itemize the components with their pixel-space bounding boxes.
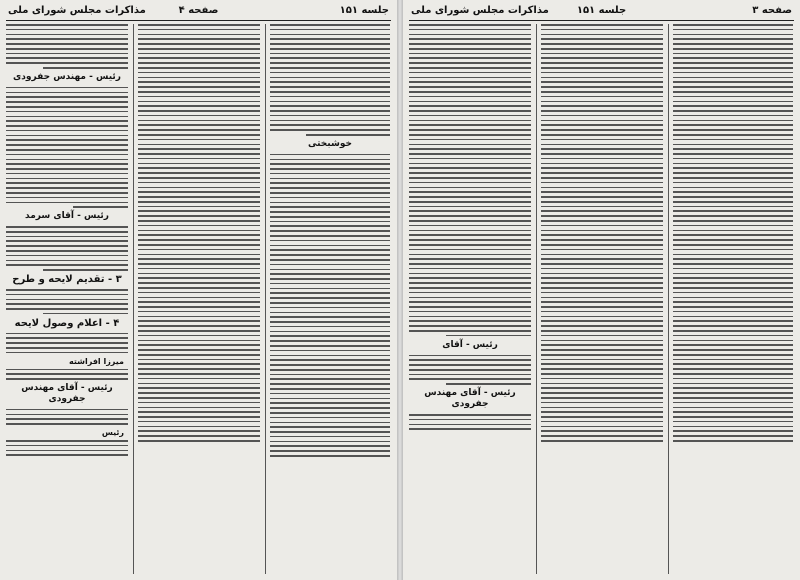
right-page-column-2 — [541, 24, 663, 574]
right-newspaper-page — [403, 0, 800, 580]
left-heading-5: رئیس - آقای مهندس جفرودی — [21, 382, 113, 404]
left-heading-4: ۴ - اعلام وصول لایحه — [14, 317, 120, 329]
left-heading-6: خوشبختی — [308, 138, 352, 149]
left-page-header — [6, 4, 391, 21]
right-heading-2: رئیس - آقای مهندس جفرودی — [424, 388, 516, 410]
right-header-session: جلسه ۱۵۱ — [576, 5, 627, 16]
left-page-column-3 — [6, 24, 128, 574]
right-page-header — [409, 4, 794, 21]
left-signature-2: رئیس — [101, 428, 124, 437]
left-signature-1: میرزا افراشته — [68, 356, 124, 366]
left-header-session: جلسه ۱۵۱ — [339, 5, 389, 16]
left-newspaper-page — [0, 0, 397, 580]
right-heading-1: رئیس - آقای — [442, 339, 498, 350]
left-heading-3: ۳ - تقدیم لایحه و طرح — [12, 273, 122, 285]
right-header-page-number: صفحه ۳ — [752, 5, 792, 16]
right-page-column-1 — [673, 24, 793, 574]
right-header-title: مذاکرات مجلس شورای ملی — [411, 5, 549, 16]
left-heading-1: رئیس - آقای سرمد — [25, 211, 109, 222]
left-page-column-1 — [270, 24, 390, 574]
left-heading-2: رئیس - مهندس جفرودی — [13, 71, 121, 82]
left-page-column-2 — [138, 24, 260, 574]
right-page-column-3 — [409, 24, 531, 574]
left-header-page-number: صفحه ۴ — [178, 5, 219, 16]
left-header-title: مذاکرات مجلس شورای ملی — [8, 5, 146, 16]
